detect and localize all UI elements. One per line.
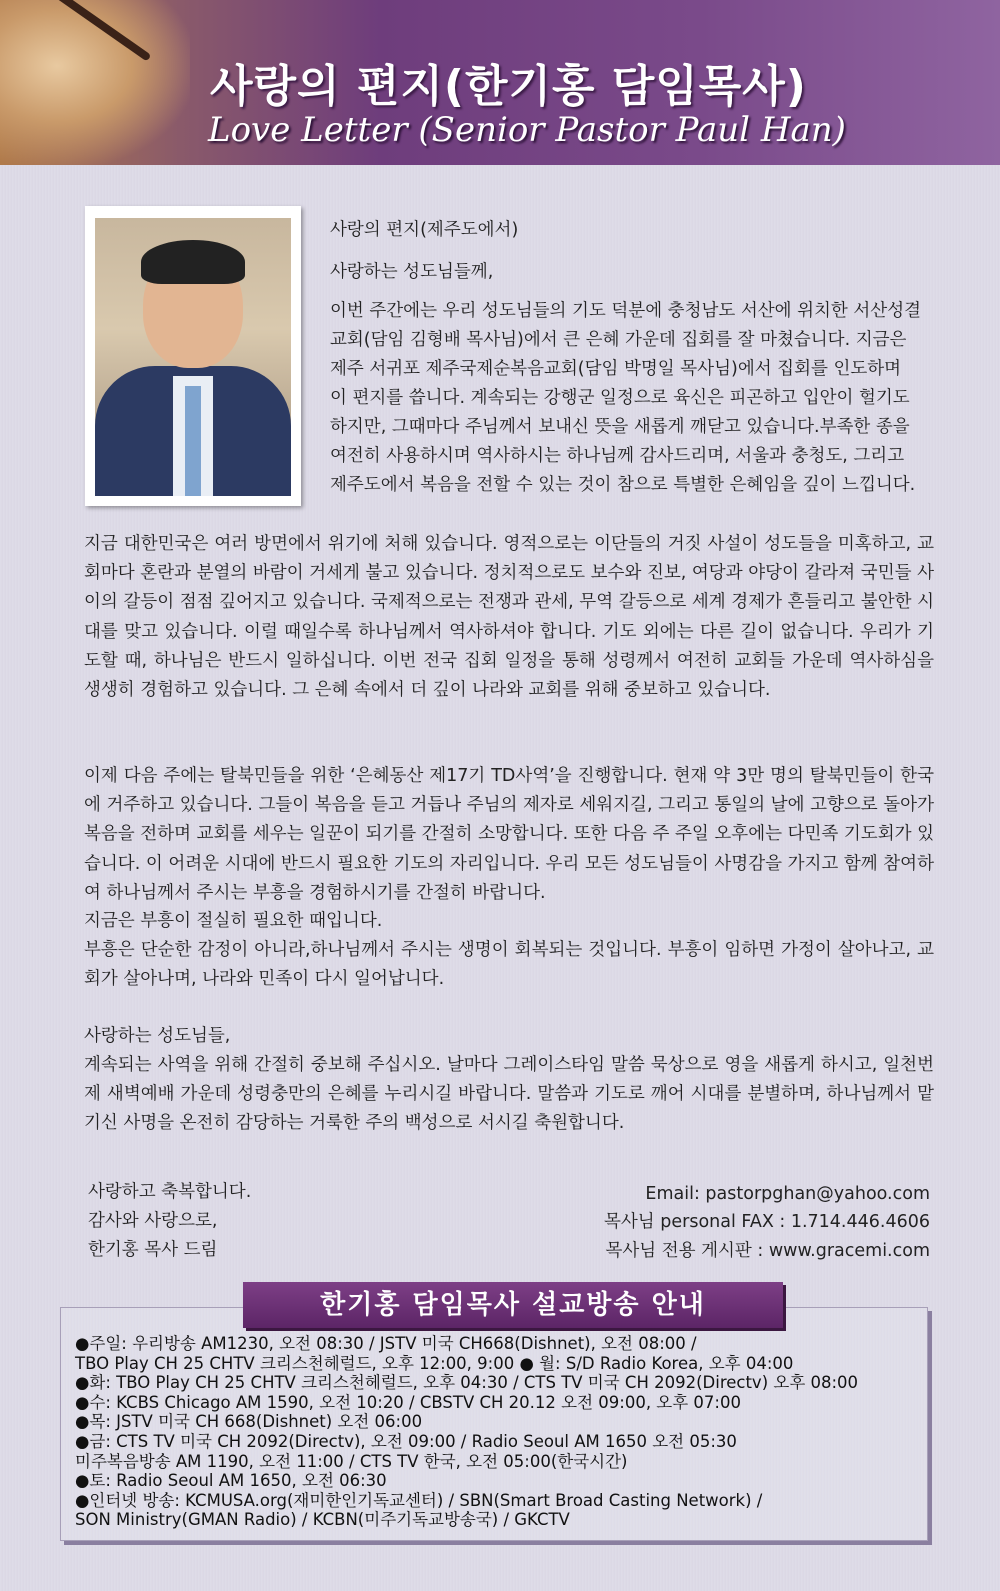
letter-intro-line: 교회(담임 김형배 목사님)에서 큰 은혜 가운데 집회를 잘 마쳤습니다. 지금은 [330,330,907,350]
broadcast-line: ●목: JSTV 미국 CH 668(Dishnet) 오전 06:00 [75,1412,423,1432]
closing-line: 사랑하고 축복합니다. [88,1182,252,1202]
letter-intro-line: 제주도에서 복음을 전할 수 있는 것이 참으로 특별한 은혜임을 깊이 느낍니다. [330,475,916,495]
page-subtitle: Love Letter (Senior Pastor Paul Han) [208,110,846,150]
contact-website: 목사님 전용 게시판 : www.gracemi.com [605,1241,930,1261]
broadcast-line: ●주일: 우리방송 AM1230, 오전 08:30 / JSTV 미국 CH668(Dishnet), 오전 08:00 / [75,1334,697,1353]
broadcast-line: SON Ministry(GMAN Radio) / KCBN(미주기독교방송국) / GKCTV [75,1510,570,1530]
header-banner [0,0,1000,165]
letter-intro-line: 이번 주간에는 우리 성도님들의 기도 덕분에 충청남도 서산에 위치한 서산성결 [330,301,922,321]
letter-intro-line: 제주 서귀포 제주국제순복음교회(담임 박명일 목사님)에서 집회를 인도하며 [330,359,902,379]
paragraph-revival-need: 지금은 부흥이 절실히 필요한 때입니다. [84,911,383,931]
paragraph-td-ministry: 이제 다음 주에는 탈북민들을 위한 ‘은혜동산 제17기 TD사역’을 진행합니다. 현재 약 3만 명의 탈북민들이 한국에 거주하고 있습니다. 그들이 복음을 듣고 거듭나 주님의 제자로 세워지길, 그리고 통일의 날에 고향으로 돌아가 복음을 전하며 교회를 세우는 일꾼이 되기를 간절히 소망합니다. 또한 다음 주 주일 오후에는 다민족 기도회가 있습니다. 이 어려운 시대에 반드시 필요한 기도의 자리입니다. 우리 모든 성도님들이 사명감을 가지고 함께 참여하여 하나님께서 주시는 부흥을 경험하시기를 간절히 바랍니다. [84,766,934,903]
broadcast-line: ●화: TBO Play CH 25 CHTV 크리스천헤럴드, 오후 04:30 / CTS TV 미국 CH 2092(Directv) 오후 08:00 [75,1373,859,1393]
letter-intro-line: 하지만, 그때마다 주님께서 보내신 뜻을 새롭게 깨닫고 있습니다.부족한 종을 [330,417,910,437]
paragraph-revival: 부흥은 단순한 감정이 아니라,하나님께서 주시는 생명이 회복되는 것입니다. 부흥이 임하면 가정이 살아나고, 교회가 살아나며, 나라와 민족이 다시 일어납니다. [84,940,934,990]
signature: 한기홍 목사 드림 [88,1240,218,1260]
letter-subject: 사랑의 편지(제주도에서) [330,220,519,240]
pastor-photo [95,218,291,496]
paragraph-crisis: 지금 대한민국은 여러 방면에서 위기에 처해 있습니다. 영적으로는 이단들의 거짓 사설이 성도들을 미혹하고, 교회마다 혼란과 분열의 바람이 거세게 불고 있습니다. 정치적으로도 보수와 진보, 여당과 야당이 갈라져 국민들 사이의 갈등이 점점 깊어지고 있습니다. 국제적으로는 전쟁과 관세, 무역 갈등으로 세계 경제가 흔들리고 불안한 시대를 맞고 있습니다. 이럴 때일수록 하나님께서 역사하셔야 합니다. 기도 외에는 다른 길이 없습니다. 우리가 기도할 때, 하나님은 반드시 일하십니다. 이번 전국 집회 일정을 통해 성령께서 여전히 교회들 가운데 역사하심을 생생히 경험하고 있습니다. 그 은혜 속에서 더 깊이 나라와 교회를 위해 중보하고 있습니다. [84,534,934,701]
page-title: 사랑의 편지(한기홍 담임목사) [210,61,807,112]
letter-intro-line: 여전히 사용하시며 역사하시는 하나님께 감사드리며, 서울과 충청도, 그리고 [330,446,905,466]
paragraph-dear-saints: 사랑하는 성도님들, [84,1026,231,1046]
broadcast-line: 미주복음방송 AM 1190, 오전 11:00 / CTS TV 한국, 오전 05:00(한국시간) [75,1451,628,1471]
broadcast-line: ●금: CTS TV 미국 CH 2092(Directv), 오전 09:00 / Radio Seoul AM 1650 오전 05:30 [75,1432,737,1451]
broadcast-line: ●토: Radio Seoul AM 1650, 오전 06:30 [75,1471,387,1491]
closing-line: 감사와 사랑으로, [88,1211,218,1231]
pastor-photo-frame [85,206,301,506]
broadcast-line: TBO Play CH 25 CHTV 크리스천헤럴드, 오후 12:00, 9:00 ● 월: S/D Radio Korea, 오후 04:00 [75,1353,794,1373]
broadcast-line: ●인터넷 방송: KCMUSA.org(재미한인기독교센터) / SBN(Smart Broad Casting Network) / [75,1490,763,1510]
broadcast-title: 한기홍 담임목사 설교방송 안내 [243,1282,783,1328]
letter-greeting: 사랑하는 성도님들께, [330,262,494,282]
contact-fax: 목사님 personal FAX : 1.714.446.4606 [603,1212,930,1232]
letter-intro-line: 이 편지를 씁니다. 계속되는 강행군 일정으로 육신은 피곤하고 입안이 헐기도 [330,388,910,408]
contact-email: Email: pastorpghan@yahoo.com [645,1184,930,1204]
broadcast-line: ●수: KCBS Chicago AM 1590, 오전 10:20 / CBSTV CH 20.12 오전 09:00, 오후 07:00 [75,1392,741,1412]
paragraph-prayer-request: 계속되는 사역을 위해 간절히 중보해 주십시오. 날마다 그레이스타임 말씀 묵상으로 영을 새롭게 하시고, 일천번제 새벽예배 가운데 성령충만의 은혜를 누리시길 바랍니다. 말씀과 기도로 깨어 시대를 분별하며, 하나님께서 맡기신 사명을 온전히 감당하는 거룩한 주의 백성으로 서시길 축원합니다. [84,1055,934,1134]
